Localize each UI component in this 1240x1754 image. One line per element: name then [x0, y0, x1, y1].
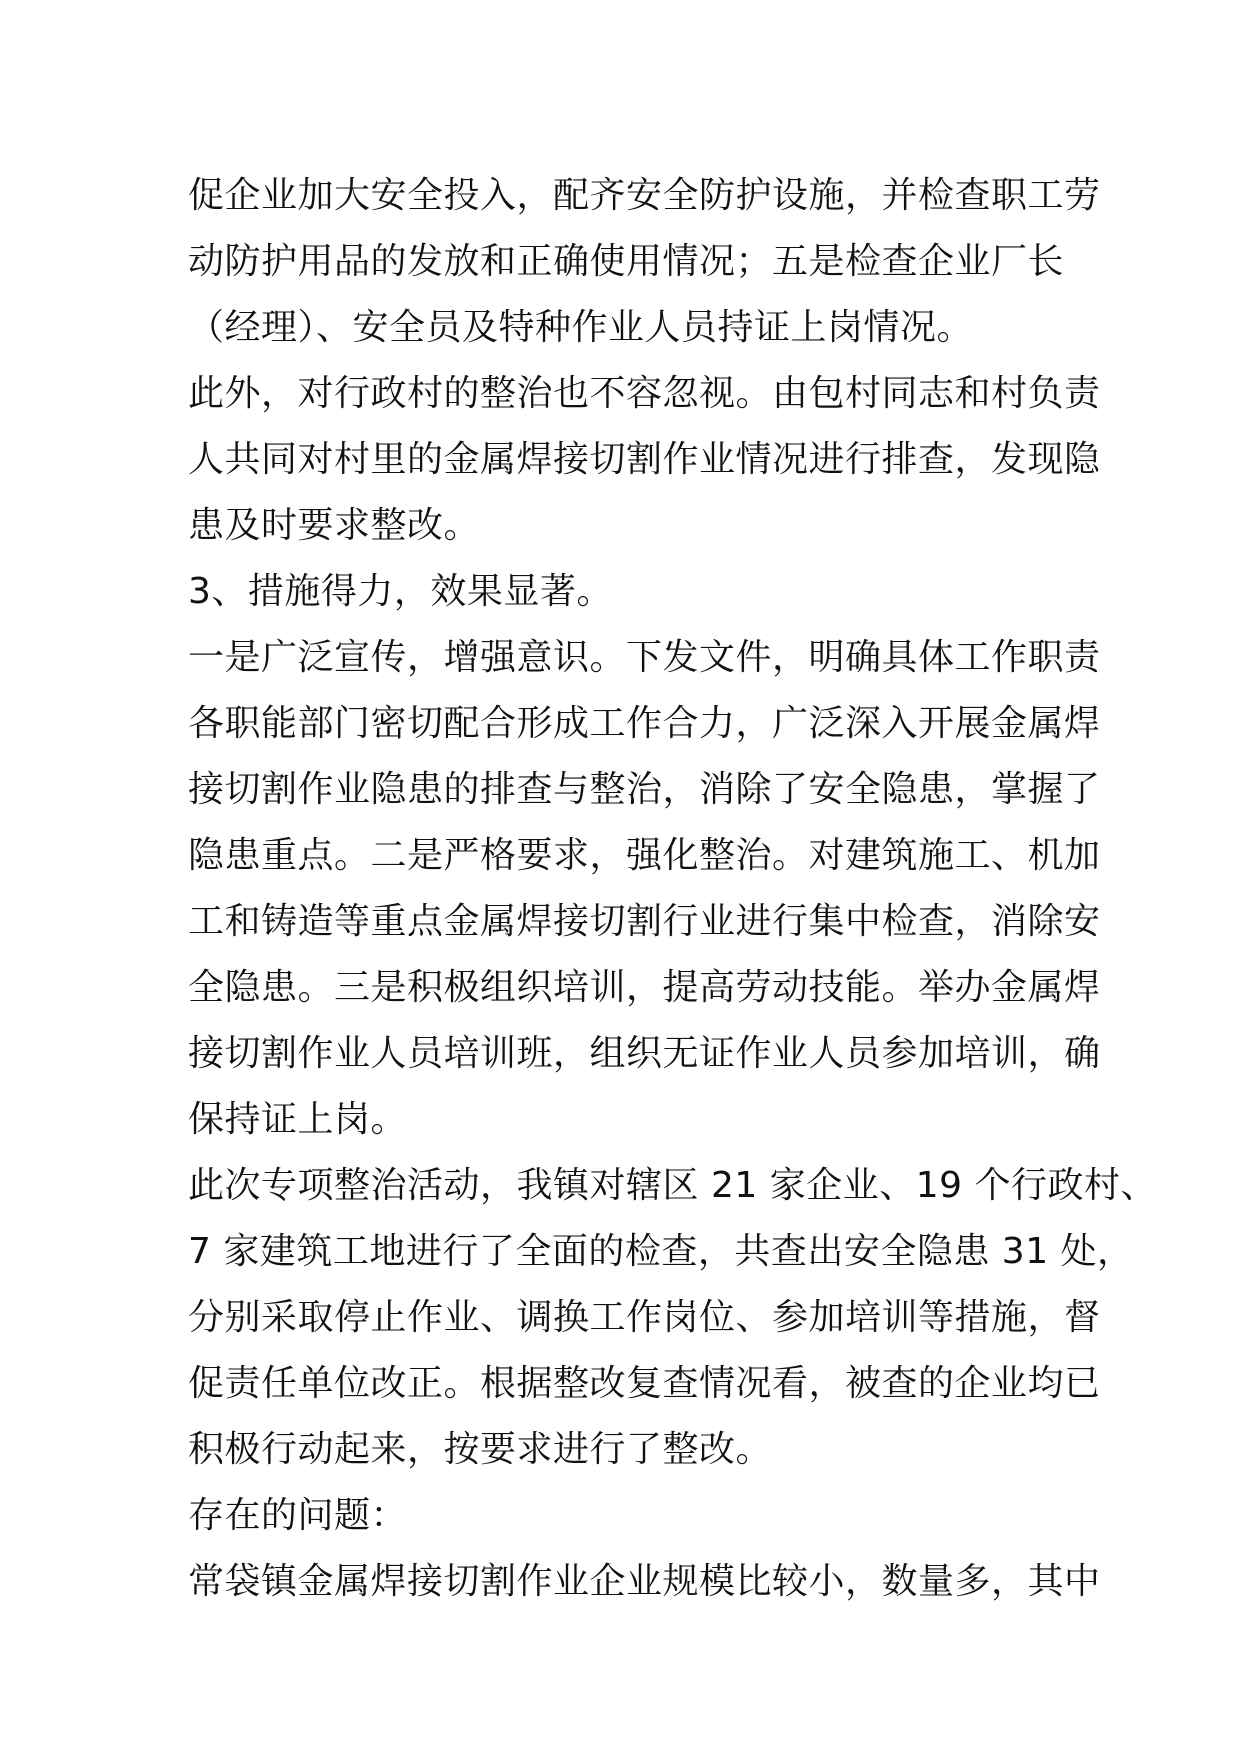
- text-line: 常袋镇金属焊接切割作业企业规模比较小，数量多，其中: [188, 1561, 1101, 1602]
- text-line: 接切割作业人员培训班，组织无证作业人员参加培训，确: [188, 1033, 1101, 1074]
- text-line: 接切割作业隐患的排查与整治，消除了安全隐患，掌握了: [188, 769, 1101, 810]
- text-line: 人共同对村里的金属焊接切割作业情况进行排查，发现隐: [188, 439, 1101, 480]
- text-line: 一是广泛宣传，增强意识。下发文件，明确具体工作职责: [188, 637, 1101, 678]
- section-heading: 3、措施得力，效果显著。: [188, 571, 613, 612]
- text-line: 动防护用品的发放和正确使用情况；五是检查企业厂长: [188, 241, 1065, 282]
- text-line: 分别采取停止作业、调换工作岗位、参加培训等措施，督: [188, 1297, 1101, 1338]
- text-line: 促企业加大安全投入，配齐安全防护设施，并检查职工劳: [188, 175, 1101, 216]
- text-line: 隐患重点。二是严格要求，强化整治。对建筑施工、机加: [188, 835, 1101, 876]
- text-line: 保持证上岗。: [188, 1099, 408, 1140]
- text-line: 积极行动起来，按要求进行了整改。: [188, 1429, 773, 1470]
- text-line: 全隐患。三是积极组织培训，提高劳动技能。举办金属焊: [188, 967, 1101, 1008]
- text-line: 患及时要求整改。: [188, 505, 481, 546]
- document-body: [188, 163, 1157, 1615]
- text-line: 各职能部门密切配合形成工作合力，广泛深入开展金属焊: [188, 703, 1101, 744]
- section-heading: 存在的问题：: [188, 1495, 408, 1536]
- text-line: 7 家建筑工地进行了全面的检查，共查出安全隐患 31 处，: [188, 1231, 1134, 1272]
- text-line: 此外，对行政村的整治也不容忽视。由包村同志和村负责: [188, 373, 1101, 414]
- text-line: 促责任单位改正。根据整改复查情况看，被查的企业均已: [188, 1363, 1101, 1404]
- text-line: （经理）、安全员及特种作业人员持证上岗情况。: [188, 307, 974, 348]
- text-line: 此次专项整治活动，我镇对辖区 21 家企业、19 个行政村、: [188, 1165, 1157, 1206]
- text-line: 工和铸造等重点金属焊接切割行业进行集中检查，消除安: [188, 901, 1101, 942]
